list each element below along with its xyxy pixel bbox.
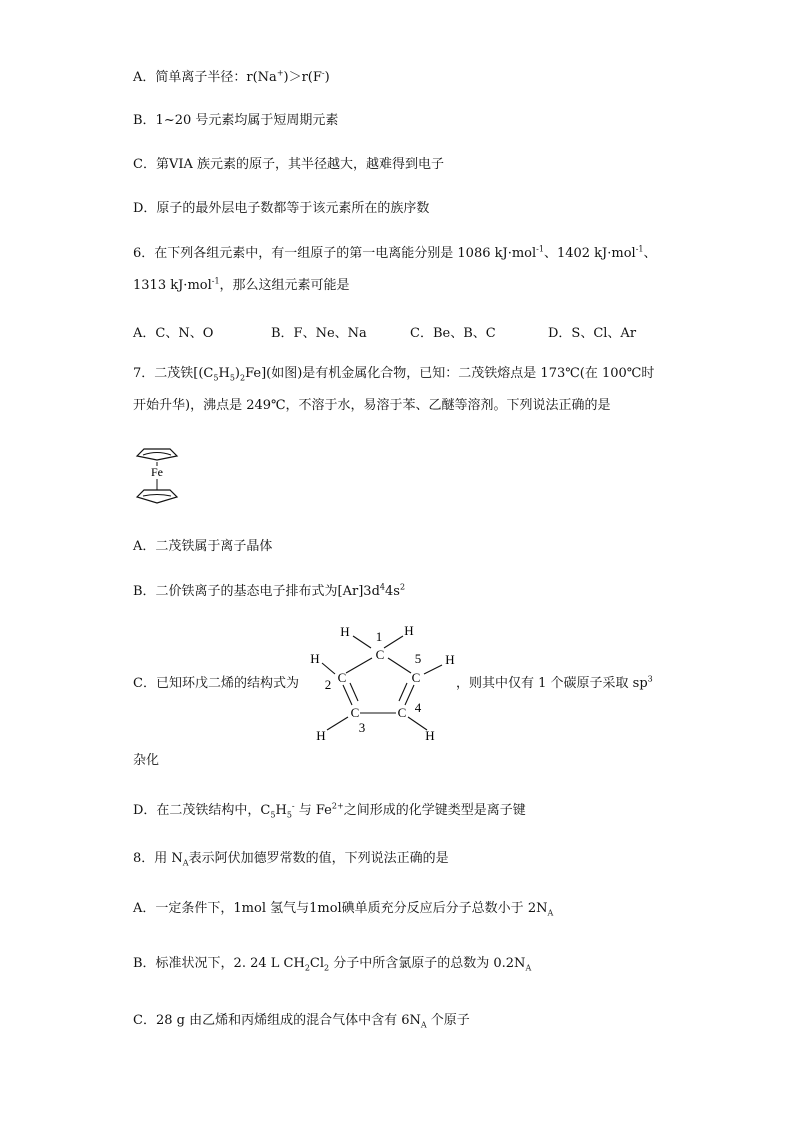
q7-l1-b: H bbox=[218, 366, 230, 381]
q7-option-d bbox=[133, 803, 526, 819]
bottom-ring bbox=[137, 490, 177, 503]
q7-stem-line1 bbox=[133, 366, 654, 382]
q7-option-c-pre: C．已知环戊二烯的结构式为 bbox=[133, 676, 299, 691]
q6-l1-s2: -1 bbox=[635, 244, 644, 254]
q7-l1-s1: 5 bbox=[213, 373, 219, 383]
position-2: 2 bbox=[324, 677, 332, 692]
q5-a-text: A．简单离子半径：r(Na bbox=[133, 70, 277, 85]
q8-stem-a: 8．用 N bbox=[133, 851, 183, 866]
q7-l1-s3: 2 bbox=[239, 373, 246, 383]
q6-stem-line2 bbox=[133, 278, 350, 294]
carbon-5: C bbox=[411, 670, 421, 685]
q7-d-text: D．在二茂铁结构中，C bbox=[133, 803, 271, 818]
q6-stem-line1 bbox=[133, 246, 657, 262]
q8-option-a bbox=[133, 901, 553, 917]
q7-l1-d: Fe](如图)是有机金属化合物，已知：二茂铁熔点是 173℃(在 100℃时 bbox=[245, 366, 655, 381]
q6-option-c: C．Be、B、C bbox=[410, 326, 496, 341]
q7-b-s1: 4 bbox=[379, 582, 385, 592]
carbon-2: C bbox=[337, 670, 347, 685]
q6-l1-a: 6．在下列各组元素中，有一组原子的第一电离能分别是 1086 kJ·mol bbox=[133, 246, 537, 261]
q7-b-text: B．二价铁离子的基态电子排布式为[Ar]3d bbox=[133, 584, 380, 599]
q7-b-s2: 2 bbox=[399, 582, 406, 592]
q7-d-mid1: H bbox=[275, 803, 287, 818]
q5-a-mid: )＞r(F bbox=[283, 70, 322, 85]
q6-l2-b: ，那么这组元素可能是 bbox=[219, 278, 350, 293]
q5-a-sup1: + bbox=[276, 68, 284, 78]
hydrogen-3: H bbox=[316, 728, 326, 743]
q8-b-s1: 2 bbox=[304, 963, 310, 973]
q7-stem-line2: 开始升华)，沸点是 249℃，不溶于水，易溶于苯、乙醚等溶剂。下列说法正确的是 bbox=[133, 398, 611, 413]
q7-d-post: 之间形成的化学键类型是离子键 bbox=[343, 803, 526, 818]
q7-l1-c: ) bbox=[234, 366, 240, 381]
q7-l1-a: 7．二茂铁[(C bbox=[133, 366, 214, 381]
q7-option-b bbox=[133, 584, 405, 600]
q8-c-sub: A bbox=[420, 1020, 427, 1030]
fe-label: Fe bbox=[151, 465, 163, 479]
q7-d-mid2: 与 Fe bbox=[294, 803, 332, 818]
q6-l1-b: 、1402 kJ·mol bbox=[543, 246, 636, 261]
carbon-1: C bbox=[375, 647, 385, 662]
hydrogen-2: H bbox=[310, 651, 320, 666]
hydrogen-4: H bbox=[425, 728, 435, 743]
q8-option-c bbox=[133, 1013, 470, 1029]
q6-l1-c: 、 bbox=[643, 246, 657, 261]
q7-option-c-cont: 杂化 bbox=[133, 753, 160, 768]
q8-b-text: B．标准状况下，2. 24 L CH bbox=[133, 956, 305, 971]
q7-option-c-post bbox=[456, 676, 653, 692]
q6-l2-s: -1 bbox=[211, 276, 220, 286]
q6-l1-s1: -1 bbox=[536, 244, 544, 254]
position-4: 4 bbox=[414, 700, 422, 715]
carbon-3: C bbox=[350, 705, 360, 720]
q8-b-post: 分子中所含氯原子的总数为 0.2N bbox=[329, 956, 526, 971]
q7-d-s2: 5 bbox=[286, 810, 292, 820]
q8-b-s2: 2 bbox=[324, 963, 330, 973]
q8-b-s3: A bbox=[525, 963, 532, 973]
position-1: 1 bbox=[375, 629, 383, 644]
q6-option-b: B．F、Ne、Na bbox=[271, 326, 367, 341]
q5-option-c: C．第VIA 族元素的原子，其半径越大，越难得到电子 bbox=[133, 157, 444, 172]
ferrocene-figure bbox=[132, 442, 182, 510]
q8-stem-b: 表示阿伏加德罗常数的值，下列说法正确的是 bbox=[188, 851, 449, 866]
q6-option-a: A．C、N、O bbox=[133, 326, 214, 341]
carbon-4: C bbox=[397, 705, 407, 720]
q5-a-post: ) bbox=[324, 70, 330, 85]
q8-stem-sub: A bbox=[182, 858, 189, 868]
q5-a-sup2: - bbox=[321, 68, 325, 78]
q7-c-sup: 3 bbox=[647, 674, 653, 684]
q8-option-b bbox=[133, 956, 531, 972]
q7-b-mid: 4s bbox=[385, 584, 400, 599]
q6-option-d: D．S、Cl、Ar bbox=[548, 326, 637, 341]
q8-stem bbox=[133, 851, 449, 867]
q8-a-sub: A bbox=[547, 908, 554, 918]
q8-a-text: A．一定条件下，1mol 氢气与1mol碘单质充分反应后分子总数小于 2N bbox=[133, 901, 548, 916]
q6-l2-a: 1313 kJ·mol bbox=[133, 278, 212, 293]
q7-d-sup2: 2+ bbox=[331, 801, 344, 811]
hydrogen-1b: H bbox=[404, 623, 414, 638]
top-ring bbox=[137, 449, 177, 460]
position-5: 5 bbox=[414, 651, 422, 666]
q5-option-a bbox=[133, 70, 330, 86]
q8-c-post: 个原子 bbox=[426, 1013, 470, 1028]
q7-l1-s2: 5 bbox=[229, 373, 235, 383]
hydrogen-5: H bbox=[445, 652, 455, 667]
position-3: 3 bbox=[358, 720, 366, 735]
q8-c-text: C．28 g 由乙烯和丙烯组成的混合气体中含有 6N bbox=[133, 1013, 421, 1028]
q5-option-b: B．1~20 号元素均属于短周期元素 bbox=[133, 113, 339, 128]
q8-b-mid: Cl bbox=[309, 956, 325, 971]
q7-c-post-text: ，则其中仅有 1 个碳原子采取 sp bbox=[456, 676, 648, 691]
q7-d-sup: - bbox=[291, 801, 295, 811]
hydrogen-1a: H bbox=[340, 624, 350, 639]
cyclopentadiene-structure bbox=[300, 618, 470, 748]
q5-option-d: D．原子的最外层电子数都等于该元素所在的族序数 bbox=[133, 201, 430, 216]
q7-option-a: A．二茂铁属于离子晶体 bbox=[133, 539, 273, 554]
q7-d-s1: 5 bbox=[270, 810, 276, 820]
